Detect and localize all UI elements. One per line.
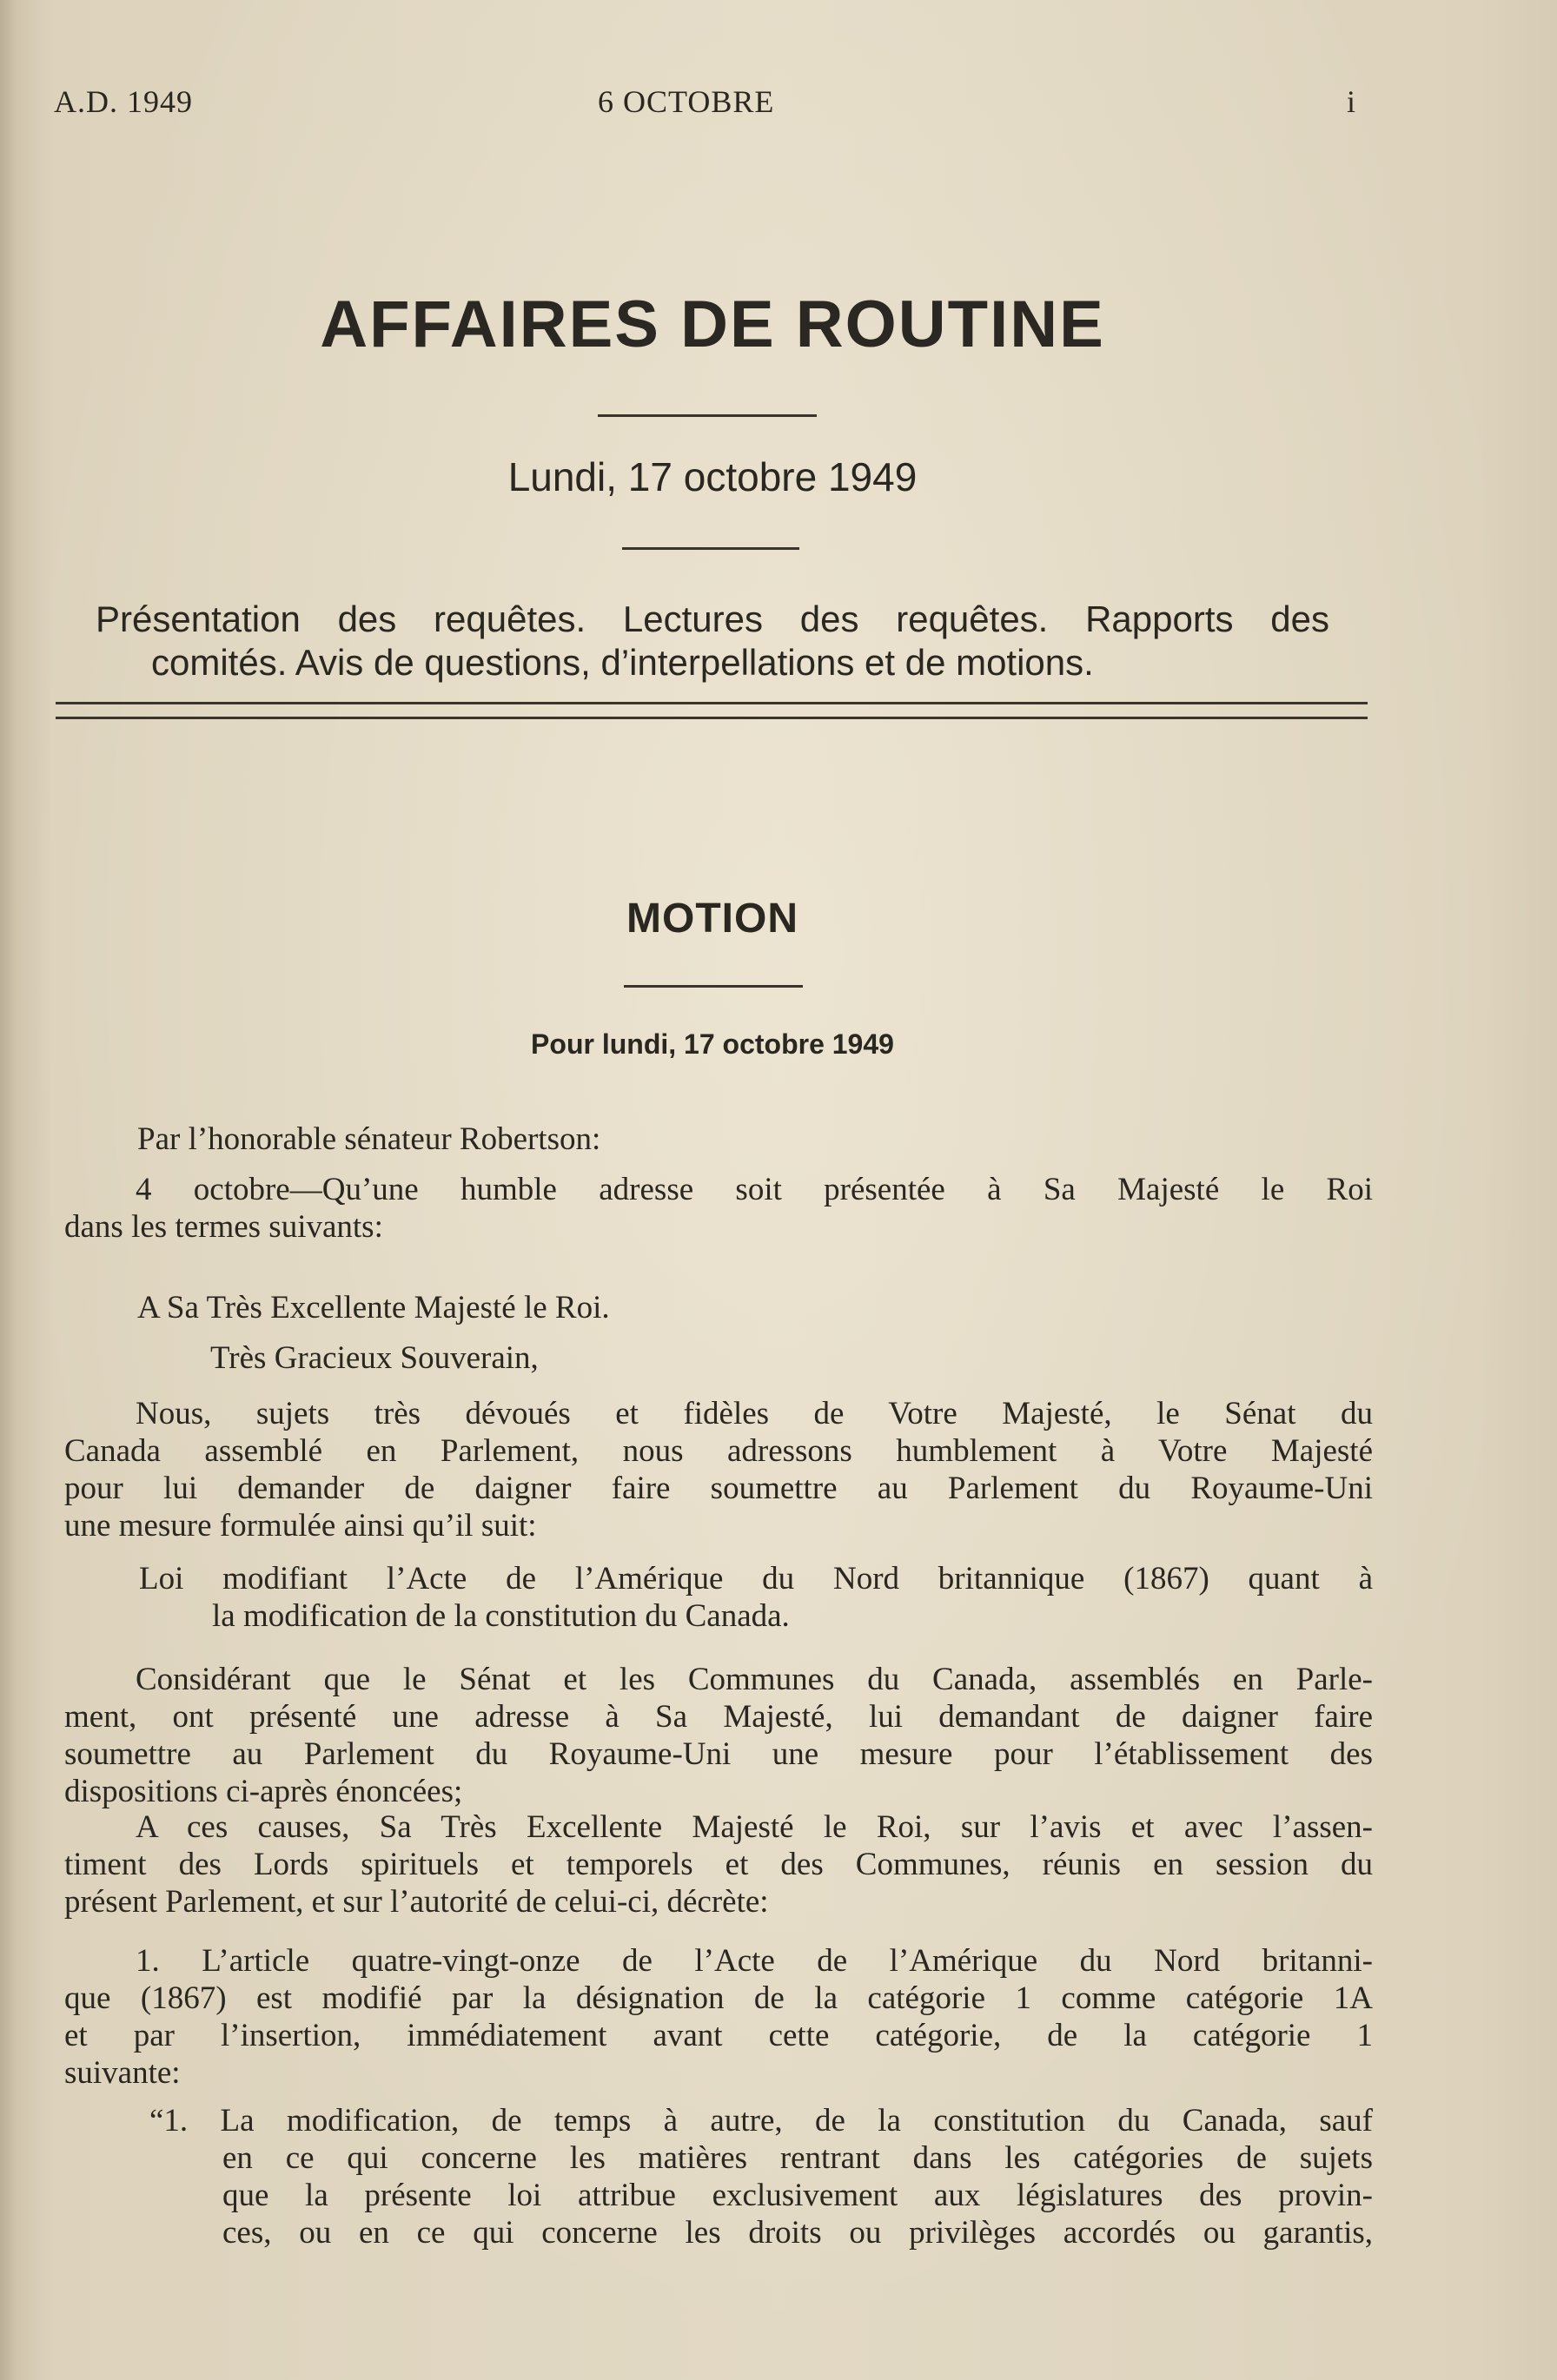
text-line: en ce qui concerne les matières rentrant dans les catégories de sujets [222,2140,1373,2176]
text-line: Considérant que le Sénat et les Communes du Canada, assemblés en Parle- [136,1662,1373,1697]
enacting-paragraph [64,1808,1373,1921]
text-line: présent Parlement, et sur l’autorité de celui-ci, décrète: [64,1884,769,1920]
text-line: dispositions ci-après énoncées; [64,1774,463,1809]
date-rule [622,547,799,550]
bill-title [139,1560,1373,1635]
sponsor-line: Par l’honorable sénateur Robertson: [137,1121,601,1157]
text-line: Loi modifiant l’Acte de l’Amérique du Nord britannique (1867) quant à [139,1561,1373,1597]
article-1-paragraph [64,1942,1373,2092]
text-line: Canada assemblé en Parlement, nous adressons humblement à Votre Majesté [64,1433,1373,1469]
quoted-category [149,2102,1373,2251]
routine-line: Présentation des requêtes. Lectures des requêtes. Rapports des [96,598,1329,639]
text-line: A ces causes, Sa Très Excellente Majesté le Roi, sur l’avis et avec l’assen- [136,1809,1373,1845]
text-line: la modification de la constitution du Canada. [212,1598,790,1634]
text-line: 4 octobre—Qu’une humble adresse soit présentée à Sa Majesté le Roi [136,1172,1373,1207]
sitting-date: Lundi, 17 octobre 1949 [507,454,918,499]
section-rule [624,985,803,988]
request-paragraph [64,1395,1373,1544]
whereas-paragraph [64,1661,1373,1810]
title-rule [598,414,817,417]
text-line: que la présente loi attribue exclusivement aux législatures des provin- [222,2178,1373,2213]
header-date: 6 OCTOBRE [598,84,775,119]
header-year: A.D. 1949 [54,84,193,119]
text-line: dans les termes suivants: [64,1209,383,1245]
salutation-line: Très Gracieux Souverain, [210,1340,539,1376]
text-line: que (1867) est modifié par la désignation de la catégorie 1 comme catégorie 1A [64,1980,1373,2016]
motion-intro [64,1171,1373,1246]
text-line: Nous, sujets très dévoués et fidèles de Votre Majesté, le Sénat du [136,1396,1373,1431]
text-line: soumettre au Parlement du Royaume-Uni une mesure pour l’établissement des [64,1736,1373,1772]
text-line: ces, ou en ce qui concerne les droits ou privilèges accordés ou garantis, [222,2215,1373,2251]
text-line: suivante: [64,2055,181,2091]
routine-items [96,598,1329,684]
text-line: pour lui demander de daigner faire soumettre au Parlement du Royaume-Uni [64,1471,1373,1506]
address-line: A Sa Très Excellente Majesté le Roi. [137,1290,610,1326]
text-line: ment, ont présenté une adresse à Sa Majesté, lui demandant de daigner faire [64,1699,1373,1735]
text-line: “1. La modification, de temps à autre, de la constitution du Canada, sauf [149,2103,1373,2139]
section-title: MOTION [626,896,798,942]
section-divider [56,702,1368,719]
text-line: 1. L’article quatre-vingt-onze de l’Acte de l’Amérique du Nord britanni- [136,1943,1373,1979]
text-line: une mesure formulée ainsi qu’il suit: [64,1508,537,1544]
section-date: Pour lundi, 17 octobre 1949 [531,1028,894,1060]
routine-line: comités. Avis de questions, d’interpellations et de motions. [151,642,1094,683]
text-line: et par l’insertion, immédiatement avant cette catégorie, de la catégorie 1 [64,2018,1373,2053]
header-page-number: i [1347,84,1357,119]
page-title: AFFAIRES DE ROUTINE [320,288,1105,361]
text-line: timent des Lords spirituels et temporels et des Communes, réunis en session du [64,1847,1373,1882]
